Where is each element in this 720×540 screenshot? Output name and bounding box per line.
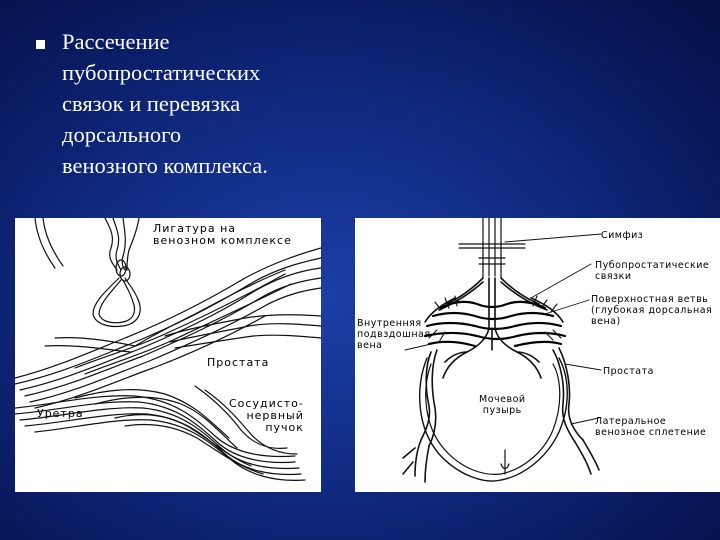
label-line: венозное сплетение <box>595 427 707 438</box>
label-pubo-ligaments <box>595 260 709 282</box>
label-line: Пубопростатические <box>595 260 710 271</box>
central-veins-drawing <box>443 278 541 378</box>
text-line: венозного комплекса. <box>62 153 268 178</box>
label-line: Мочевой <box>479 394 526 405</box>
ligature-illustration <box>15 218 321 492</box>
label-neurovascular-bundle <box>229 398 304 434</box>
label-line: подвздошная <box>357 329 431 340</box>
label-internal-iliac-vein <box>357 318 431 351</box>
label-lateral-plexus <box>595 416 706 438</box>
anatomy-illustration <box>355 218 720 492</box>
label-bladder <box>479 394 526 416</box>
text-line: пубопростатических <box>62 60 261 85</box>
label-line: нервный <box>246 409 304 422</box>
label-prostate-right: Простата <box>603 366 654 377</box>
bullet-icon <box>36 40 45 49</box>
label-line: связки <box>595 271 632 282</box>
label-superficial-branch <box>591 294 712 327</box>
bladder-drawing <box>420 358 568 481</box>
label-line: Внутренняя <box>357 318 422 329</box>
label-ligature <box>153 223 292 247</box>
label-line: Лигатура на <box>153 222 237 235</box>
label-line: пузырь <box>482 405 522 416</box>
label-line: (глубокая дорсальная <box>591 305 713 316</box>
label-symphysis: Симфиз <box>601 230 644 241</box>
label-line: пучок <box>265 421 304 434</box>
label-line: венозном комплексе <box>153 234 292 247</box>
slide-text <box>62 26 362 181</box>
label-line: вена <box>357 340 383 351</box>
text-line: дорсального <box>62 122 182 147</box>
upper-fiber-bundle <box>15 248 321 408</box>
label-line: Латеральное <box>595 416 667 427</box>
label-line: вена) <box>591 316 621 327</box>
text-line: Рассечение <box>62 29 170 54</box>
symphysis-drawing <box>459 218 525 278</box>
label-line: Поверхностная ветвь <box>591 294 709 305</box>
ligature-loops <box>35 218 140 327</box>
label-urethra: Уретра <box>37 407 84 420</box>
ligature-drawing <box>15 218 321 492</box>
label-line: Сосудисто- <box>229 397 304 410</box>
label-prostate: Простата <box>207 356 270 369</box>
text-line: связок и перевязка <box>62 91 241 116</box>
